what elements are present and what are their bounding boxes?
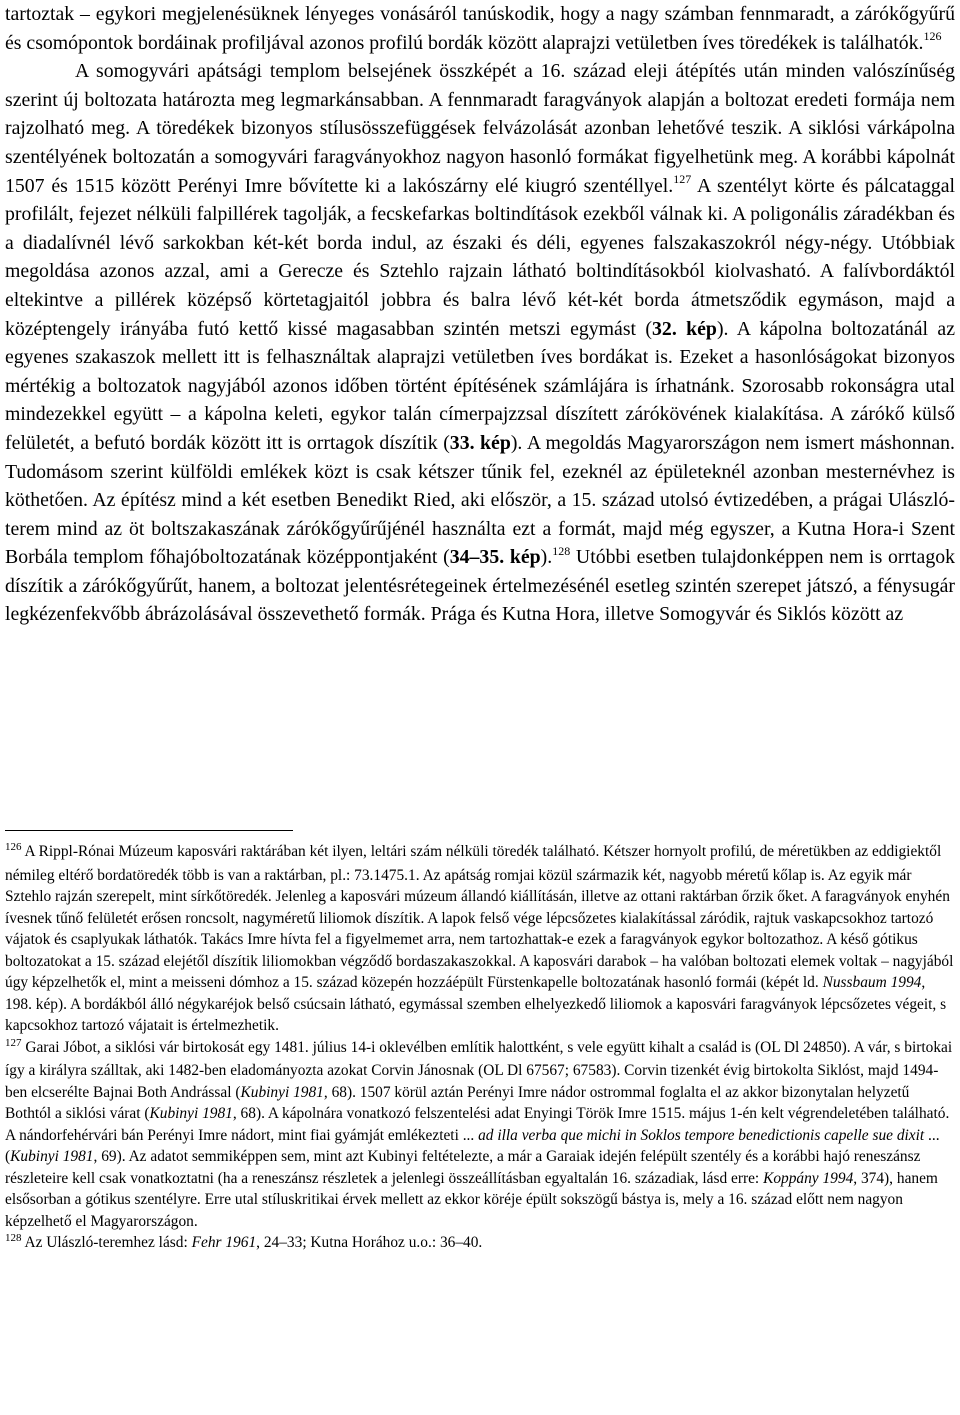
citation: Kubinyi 1981 <box>10 1148 94 1165</box>
paragraph-text: Utóbbi esetben tulajdonképpen nem is orrtagok díszítik a zárókőgyűrűt, hanem, a boltozat jelentésrétegeinek értelmezésénél esetleg szintén szerepet játszó, a fénysugár legkézenfekvőbb ábrázolásával összevethető formák. Prága és Kutna Hora, illetve Somogyvár és Siklós között az <box>5 546 955 626</box>
footnote-text: , 68). 1507 körül aztán Perényi Imre nádor ostrommal foglalta el az akkor bizonytalan helyzetű Bothtól a siklósi várat ( <box>5 1083 910 1122</box>
latin-quote: ad illa verba que michi in Soklos tempore benedictionis capelle sue dixit <box>478 1126 925 1144</box>
paragraph-text: A somogyvári apátsági templom belsejének összképét a 16. század eleji átépítés után minden valószínűség szerint új boltozata határozta meg legmarkánsabban. A fennmaradt faragványok alapján a boltozat eredeti formája nem rajzolható meg. A töredékek bizonyos stílusösszefüggések felvázolását azonban lehetővé teszik. A siklósi várkápolna szentélyének boltozatán a somogyvári faragványokhoz nagyon hasonló formákat figyelhetünk meg. A korábbi kápolnát 1507 és 1515 között Perényi Imre bővítette ki a lakószárny elé kiugró szentéllyel. <box>5 60 955 197</box>
footnote-text: Az Ulászló-teremhez lásd: <box>21 1234 192 1251</box>
figure-ref-34-35: 34–35. kép <box>449 546 541 569</box>
footnote-text: , 69). Az adatot semmiképpen sem, mint azt Kubinyi feltételezte, a már a Garaiak idején felépült szentély és a korábbi hajó reneszánsz részleteire kell csak vonatkoztatni (ha a reneszánsz részletek a jelenlegi összeállításban egyaltalán 16. századiak, lásd erre: <box>5 1148 921 1187</box>
footnote-number: 126 <box>5 841 22 853</box>
footnote-ref-128[interactable]: 128 <box>552 543 571 558</box>
footnote-number: 128 <box>5 1232 22 1244</box>
footnotes <box>5 841 955 1256</box>
footnote-text: , 24–33; Kutna Horához u.o.: 36–40. <box>256 1234 483 1251</box>
citation: Kubinyi 1981 <box>149 1105 233 1122</box>
footnote-text: A Rippl-Rónai Múzeum kaposvári raktárában két ilyen, leltári szám nélküli töredék található. Kétszer hornyolt profilú, de méretükben az eddigiektől némileg eltérő bordatöredék több is van a raktárban, pl.: 73.1475.1. Az apátság romjai közül származik két, nagyobb méretű kőlap is. Az egyik már Sztehlo rajzán szerepelt, mint sírkőtöredék. Jelenleg a kaposvári múzeum állandó kiállításán, illetve az ottani raktárban őrzik őket. A faragványok enyhén ívesnek tűnő felületét erősen roncsolt, nagyméretű liliomok díszítik. A lapok felső vége lépcsőzetes kialakítással záródik, rajtuk vaskapcsokhoz tartozó vájatok és csaplyukak láthatók. Takács Imre hívta fel a figyelmemet arra, nem tartozhattak-e ezek a faragványok egykor boltozathoz. A késő gótikus boltozatokat a 15. század elejétől díszítik liliomokban végződő bordaszakaszokkal. A kaposvári darabok – ha valóban boltozati elemek voltak – nagyjából úgy képzelhetők el, mint a meisseni dómhoz a 15. század közepén hozzáépült Fürstenkapelle boltozatának hasonló formái (képét ld. <box>5 843 954 991</box>
citation: Koppány 1994 <box>763 1169 854 1187</box>
footnote-divider <box>5 830 293 831</box>
footnote-text: , 198. kép). A bordákból álló négykaréjok belső csúcsain látható, egymással szemben elhelyezkedő liliomok a kaposvári faragványok lépcsőzetes végeit, s kapcsokhoz tartozó vájatait is értelmezhetik. <box>5 974 947 1034</box>
citation: Nussbaum 1994 <box>822 974 922 991</box>
footnote-text: ... ( <box>5 1126 940 1165</box>
paragraph-text: ). A megoldás Magyarországon nem ismert máshonnan. Tudomásom szerint külföldi emlékek közt is csak kétszer tűnik fel, ezeknél az épületeknél azonban mesternévhez is köthetően. Az építész mind a két esetben Benedikt Ried, aki először, a 15. század utolsó évtizedében, a prágai Ulászló-terem mind az öt boltszakaszának zárókőgyűrűjénél használta ezt a formát, majd még egyszer, a Kutna Hora-i Szent Borbála templom főhajóboltozatának középpontjaként ( <box>5 431 955 569</box>
footnote-text: Garai Jóbot, a siklósi vár birtokosát egy 1481. július 14-i oklevélben említik halottként, s vele együtt kihalt a család is (OL Dl 24850). A vár, s birtokai így a királyra szálltak, aki 1482-ben eladományozta azokat Corvin Jánosnak (OL Dl 67567; 67583). Corvin tizenkét évig birtokolta Siklóst, majd 1494-ben elcserélte Bajnai Both Andrással ( <box>5 1038 953 1101</box>
citation: Kubinyi 1981 <box>240 1083 324 1101</box>
footnote-text: , 68). A kápolnára vonatkozó felszentelési adat Enyingi Török Imre 1515. május 1-én kelt végrendeletében található. A nándorfehérvári bán Perényi Imre nádort, mint fiai gyámját emlékezteti ... <box>5 1105 950 1144</box>
paragraph-2 <box>5 57 955 629</box>
paragraph-text: ). A kápolna boltozatánál az egyenes szakaszok mellett itt is felhasználtak alaprajzi vetületben íves bordákat is. Ezeket a hasonlóságokat bizonyos mértékig a boltozatok nagyjából azonos időben történt építésének számlájára is írhatnánk. Szorosabb rokonságra utal mindezekkel együtt – a kápolna keleti, egykor talán címerpajzzsal díszített zárókövének kialakítása. A zárókő külső felületét, a befutó bordák között itt is orrtagok díszítik ( <box>5 317 955 454</box>
document-page <box>5 0 955 629</box>
footnote-number: 127 <box>5 1036 22 1049</box>
citation: Fehr 1961 <box>191 1234 257 1251</box>
footnote-127 <box>5 1037 955 1233</box>
footnote-ref-126[interactable]: 126 <box>923 29 942 43</box>
figure-ref-33: 33. kép <box>449 431 511 454</box>
footnote-ref-127[interactable]: 127 <box>673 171 692 186</box>
paragraph-1 <box>5 0 955 57</box>
paragraph-text: tartoztak – egykori megjelenésüknek lényeges vonásáról tanúskodik, hogy a nagy számban fennmaradt, a zárókőgyűrű és csomópontok bordáinak profiljával azonos profilú bordák között alaprajzi vetületben íves töredékek is találhatók. <box>5 3 955 54</box>
footnote-126 <box>5 841 955 1037</box>
footnote-128 <box>5 1232 955 1256</box>
figure-ref-32: 32. kép <box>652 317 717 340</box>
footnote-text: , 374), hanem elsősorban a gótikus szentélyre. Erre utal stíluskritikai érvek mellett az ekkor köréje épült sokszögű bástya is, mely a 16. század előtt nem nagyon képzelhető el Magyarországon. <box>5 1169 938 1230</box>
paragraph-text: ). <box>540 546 553 569</box>
paragraph-text: A szentélyt körte és pálcataggal profilált, fejezet nélküli falpillérek tagolják, a fecskefarkas boltindítások ezekből válnak ki. A poligonális záradékban és a diadalívnél lévő sarkokban két-két borda indul, az északi és déli, egyenes falszakaszokról négy-négy. Utóbbiak megoldása azonos azzal, ami a Gerecze és Sztehlo rajzain látható boltindításokból kiolvasható. A falívbordáktól eltekintve a pillérek középső körtetagjaitól jobbra és balra lévő két-két borda átmetsződik egymáson, majd a középtengely irányába futó kettő kissé magasabban szintén metszi egymást ( <box>5 174 955 340</box>
main-text <box>5 0 955 629</box>
